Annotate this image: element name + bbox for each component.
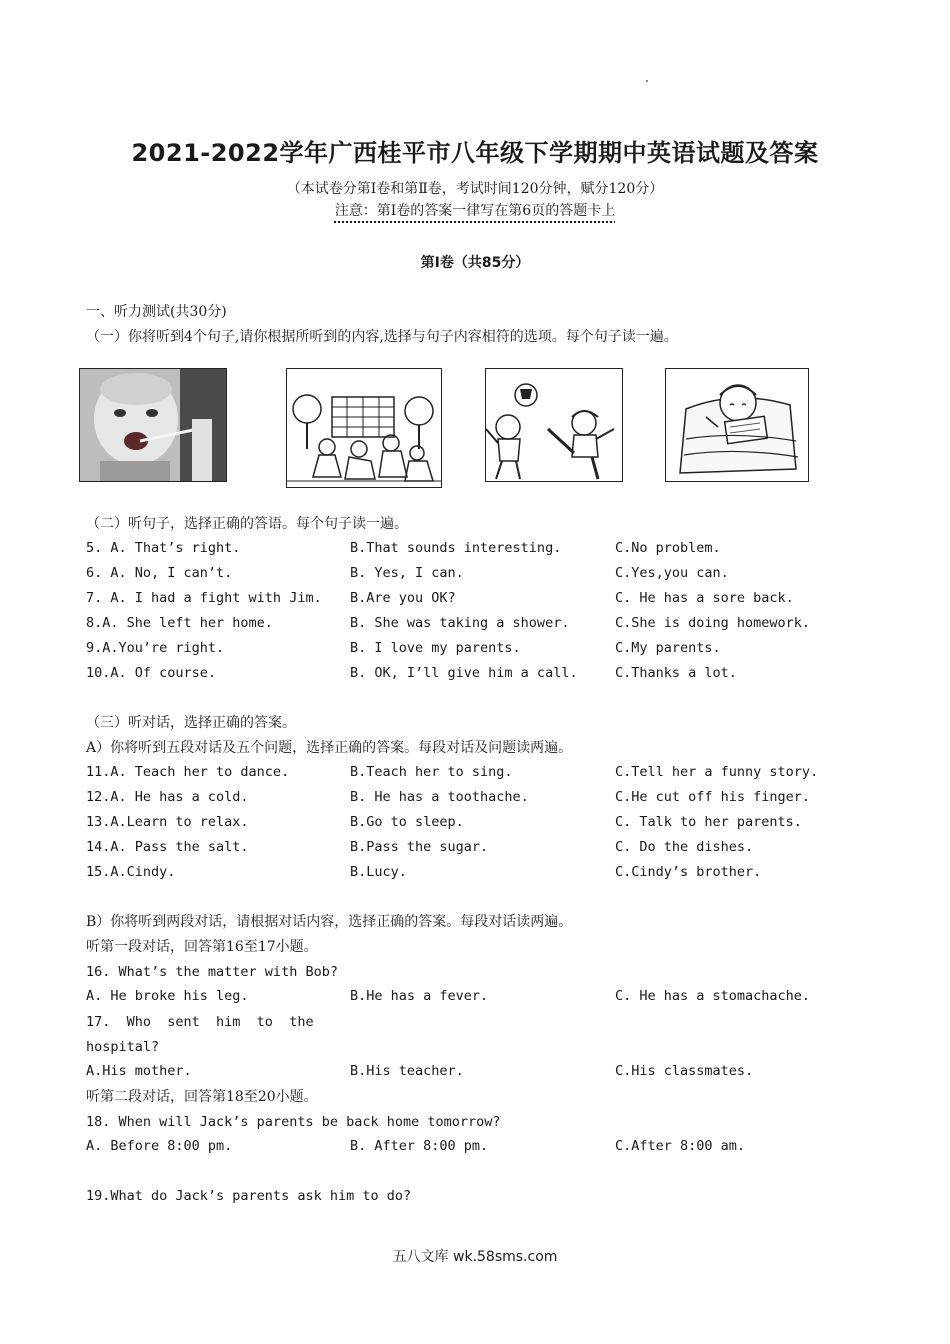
option-a: A.His mother. — [86, 1063, 192, 1079]
question-row-9 — [0, 640, 950, 660]
question-17-options — [0, 1063, 950, 1083]
option-b: B.Lucy. — [350, 864, 407, 880]
kids-fighting-drawing — [287, 369, 441, 487]
question-row-7 — [0, 590, 950, 610]
option-c: C.Cindy’s brother. — [615, 864, 762, 880]
option-b: B. OK, I’ll give him a call. — [350, 665, 578, 681]
soccer-drawing — [486, 369, 622, 481]
option-c: C.His classmates. — [615, 1063, 754, 1079]
exam-notice — [0, 200, 950, 220]
question-17-line2: hospital? — [86, 1039, 160, 1055]
question-19: 19.What do Jack’s parents ask him to do? — [86, 1188, 412, 1204]
option-b: B.Teach her to sing. — [350, 764, 513, 780]
option-b: B.His teacher. — [350, 1063, 464, 1079]
section1-heading: 一、听力测试(共30分) — [86, 304, 227, 320]
question-row-11 — [0, 764, 950, 784]
option-c: C.Yes,you can. — [615, 565, 729, 581]
sick-boy-drawing — [666, 369, 808, 481]
option-a: 11.A. Teach her to dance. — [86, 764, 290, 780]
question-row-14 — [0, 839, 950, 859]
sick-boy-in-bed-picture — [665, 368, 809, 482]
option-c: C.No problem. — [615, 540, 721, 556]
question-row-6 — [0, 565, 950, 585]
option-a: 12.A. He has a cold. — [86, 789, 249, 805]
option-c: C.After 8:00 am. — [615, 1138, 746, 1154]
question-row-5 — [0, 540, 950, 560]
option-c: C.He cut off his finger. — [615, 789, 811, 805]
child-at-doctor-picture — [79, 368, 227, 482]
option-c: C.My parents. — [615, 640, 721, 656]
option-a: 14.A. Pass the salt. — [86, 839, 249, 855]
notice-text: 注意：第Ⅰ卷的答案一律写在第6页的答题卡上 — [334, 203, 616, 219]
sub3b-instruction: B）你将听到两段对话，请根据对话内容，选择正确的答案。每段对话读两遍。 — [86, 914, 573, 930]
option-a: 10.A. Of course. — [86, 665, 217, 681]
option-a: A. Before 8:00 pm. — [86, 1138, 233, 1154]
question-row-13 — [0, 814, 950, 834]
sub3-instruction: （三）听对话，选择正确的答案。 — [86, 715, 296, 731]
option-c: C. Talk to her parents. — [615, 814, 802, 830]
option-c: C.She is doing homework. — [615, 615, 811, 631]
question-row-8 — [0, 615, 950, 635]
part-one-title: 第Ⅰ卷（共85分） — [420, 255, 530, 271]
dialog2-note: 听第二段对话，回答第18至20小题。 — [86, 1089, 318, 1105]
option-b: B.Are you OK? — [350, 590, 456, 606]
option-c: C.Thanks a lot. — [615, 665, 737, 681]
question-row-15 — [0, 864, 950, 884]
option-c: C.Tell her a funny story. — [615, 764, 819, 780]
option-b: B. He has a toothache. — [350, 789, 529, 805]
kids-fighting-outside-school-picture — [286, 368, 442, 488]
option-b: B.Pass the sugar. — [350, 839, 489, 855]
question-row-12 — [0, 789, 950, 809]
child-at-doctor-drawing — [80, 369, 226, 481]
option-a: A. He broke his leg. — [86, 988, 249, 1004]
question-18: 18. When will Jack’s parents be back home tomorrow? — [86, 1114, 501, 1130]
option-a: 9.A.You’re right. — [86, 640, 225, 656]
exam-subtitle: （本试卷分第Ⅰ卷和第Ⅱ卷，考试时间120分钟，赋分120分） — [286, 181, 664, 197]
option-a: 7. A. I had a fight with Jim. — [86, 590, 322, 606]
option-a: 8.A. She left her home. — [86, 615, 273, 631]
question-16: 16. What’s the matter with Bob? — [86, 964, 338, 980]
dialog1-note: 听第一段对话，回答第16至17小题。 — [86, 939, 318, 955]
question-17-line1: 17. Who sent him to the — [86, 1014, 314, 1030]
question-18-options — [0, 1138, 950, 1158]
option-b: B.He has a fever. — [350, 988, 489, 1004]
option-a: 13.A.Learn to relax. — [86, 814, 249, 830]
option-c: C. He has a stomachache. — [615, 988, 811, 1004]
exam-title: 2021-2022学年广西桂平市八年级下学期期中英语试题及答案 — [131, 139, 819, 167]
option-a: 5. A. That’s right. — [86, 540, 241, 556]
option-a: 15.A.Cindy. — [86, 864, 176, 880]
option-b: B. Yes, I can. — [350, 565, 464, 581]
sub2-instruction: （二）听句子，选择正确的答语。每个句子读一遍。 — [86, 516, 408, 532]
option-c: C. He has a sore back. — [615, 590, 794, 606]
sub1-instruction: （一）你将听到4个句子,请你根据所听到的内容,选择与句子内容相符的选项。每个句子读一遍。 — [86, 329, 678, 345]
option-b: B.Go to sleep. — [350, 814, 464, 830]
scan-speck — [646, 80, 648, 82]
question-row-10 — [0, 665, 950, 685]
option-b: B. I love my parents. — [350, 640, 521, 656]
option-b: B. After 8:00 pm. — [350, 1138, 489, 1154]
option-b: B. She was taking a shower. — [350, 615, 570, 631]
page-footer: 五八文库 wk.58sms.com — [392, 1249, 558, 1265]
sub3a-instruction: A）你将听到五段对话及五个问题，选择正确的答案。每段对话及问题读两遍。 — [86, 740, 573, 756]
option-c: C. Do the dishes. — [615, 839, 754, 855]
option-b: B.That sounds interesting. — [350, 540, 562, 556]
question-16-options — [0, 988, 950, 1008]
boys-playing-soccer-picture — [485, 368, 623, 482]
option-a: 6. A. No, I can’t. — [86, 565, 233, 581]
